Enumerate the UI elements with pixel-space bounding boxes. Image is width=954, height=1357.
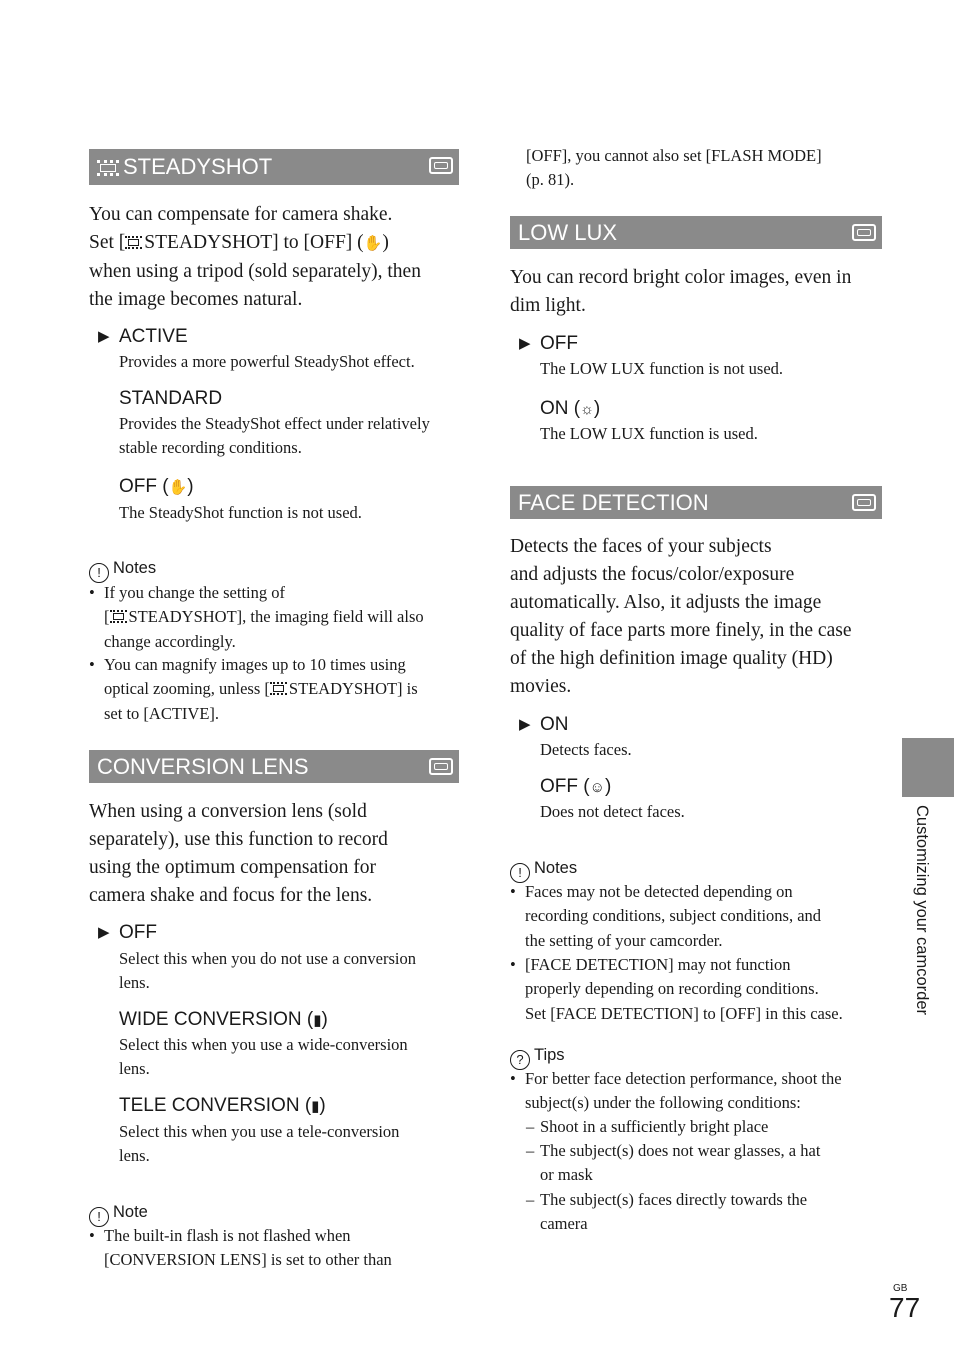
page-number: 77 bbox=[889, 1292, 921, 1323]
notes-icon: ! bbox=[89, 1207, 109, 1227]
option-off: ▶ OFF bbox=[519, 333, 578, 354]
conversion-intro: When using a conversion lens (sold separately), use this function to record using the optimum compensation for camera shake and focus for the lens. bbox=[89, 801, 388, 906]
note-item: • Faces may not be detected depending on recording conditions, subject conditions, and the setting of your camcorder. bbox=[525, 880, 882, 953]
option-desc: Detects faces. bbox=[540, 740, 632, 759]
notes-icon: ! bbox=[89, 563, 109, 583]
default-arrow-icon: ▶ bbox=[519, 716, 531, 733]
continued-text: [OFF], you cannot also set [FLASH MODE] (p. 81). bbox=[526, 146, 822, 189]
film-icon bbox=[97, 160, 119, 176]
option-desc: The LOW LUX function is used. bbox=[540, 424, 758, 443]
option-desc: The SteadyShot function is not used. bbox=[119, 503, 362, 522]
option-desc: Select this when you use a tele-conversion lens. bbox=[119, 1122, 400, 1165]
notes-heading: ! Notes bbox=[89, 556, 156, 583]
steadyshot-heading: STEADYSHOT bbox=[89, 149, 459, 185]
default-arrow-icon: ▶ bbox=[98, 328, 110, 345]
film-icon bbox=[270, 682, 287, 695]
note-item: • If you change the setting of [ STEADYSHOT], the imaging field will also change accordingly. bbox=[104, 581, 459, 654]
option-desc: Select this when you use a wide-conversion lens. bbox=[119, 1035, 408, 1078]
low-lux-icon: ☼ bbox=[580, 401, 594, 418]
conversion-lens-heading: CONVERSION LENS bbox=[89, 750, 459, 783]
movie-mode-icon bbox=[852, 224, 876, 241]
low-lux-heading: LOW LUX bbox=[510, 216, 882, 249]
steadyshot-off-icon: ✋ bbox=[168, 479, 188, 496]
option-wide-conversion: WIDE CONVERSION (▮) bbox=[119, 1009, 328, 1030]
default-arrow-icon: ▶ bbox=[519, 335, 531, 352]
option-standard: STANDARD bbox=[119, 388, 223, 409]
tip-subitem: – Shoot in a sufficiently bright place bbox=[540, 1115, 882, 1139]
note-item: • The built-in flash is not flashed when [CONVERSION LENS] is set to other than bbox=[104, 1224, 459, 1273]
option-on: ▶ ON bbox=[519, 714, 569, 735]
note-heading: ! Note bbox=[89, 1200, 148, 1227]
chapter-tab bbox=[902, 738, 954, 797]
page-region: GB bbox=[893, 1283, 908, 1294]
movie-mode-icon bbox=[429, 157, 453, 174]
option-active: ▶ ACTIVE bbox=[98, 326, 188, 347]
note-item: • You can magnify images up to 10 times using optical zooming, unless [ STEADYSHOT] is set to [ACTIVE]. bbox=[104, 653, 459, 726]
option-desc: Provides the SteadyShot effect under relatively stable recording conditions. bbox=[119, 414, 430, 457]
movie-mode-icon bbox=[852, 494, 876, 511]
tip-item: • For better face detection performance, shoot the subject(s) under the following conditions: bbox=[525, 1067, 882, 1116]
tip-subitem: – The subject(s) faces directly towards the camera bbox=[540, 1188, 882, 1237]
film-icon bbox=[110, 610, 127, 623]
note-item: • [FACE DETECTION] may not function properly depending on recording conditions. Set [FACE DETECTION] to [OFF] in this case. bbox=[525, 953, 882, 1026]
movie-mode-icon bbox=[429, 758, 453, 775]
steadyshot-off-icon: ✋ bbox=[363, 236, 383, 252]
face-detection-off-icon: ☺ bbox=[589, 779, 605, 796]
film-icon bbox=[125, 236, 142, 249]
option-off: ▶ OFF bbox=[98, 922, 157, 943]
tips-icon: ? bbox=[510, 1050, 530, 1070]
notes-heading: ! Notes bbox=[510, 856, 577, 883]
option-on: ON (☼) bbox=[540, 398, 601, 419]
default-arrow-icon: ▶ bbox=[98, 924, 110, 941]
face-detection-heading: FACE DETECTION bbox=[510, 486, 882, 519]
option-desc: The LOW LUX function is not used. bbox=[540, 359, 784, 378]
option-tele-conversion: TELE CONVERSION (▮) bbox=[119, 1095, 326, 1116]
option-desc: Select this when you do not use a conversion lens. bbox=[119, 949, 416, 992]
option-off: OFF (✋) bbox=[119, 476, 194, 497]
steadyshot-intro: You can compensate for camera shake. Set [ STEADYSHOT] to [OFF] (✋) when using a tripod (sold separately), then the image becomes natural. bbox=[89, 204, 421, 310]
face-detection-intro: Detects the faces of your subjects and adjusts the focus/color/exposure automatically. Also, it adjusts the image quality of face parts more finely, in the case of the high definition image quality (HD) movies. bbox=[510, 536, 852, 697]
tip-subitem: – The subject(s) does not wear glasses, a hat or mask bbox=[540, 1139, 882, 1188]
low-lux-intro: You can record bright color images, even in dim light. bbox=[510, 267, 852, 316]
option-off: OFF (☺) bbox=[540, 776, 612, 797]
notes-icon: ! bbox=[510, 863, 530, 883]
wide-conversion-icon: ▮ bbox=[313, 1012, 322, 1029]
tips-heading: ? Tips bbox=[510, 1043, 565, 1070]
chapter-label: Customizing your camcorder bbox=[913, 805, 931, 1015]
tele-conversion-icon: ▮ bbox=[311, 1098, 320, 1115]
option-desc: Provides a more powerful SteadyShot effect. bbox=[119, 352, 415, 371]
option-desc: Does not detect faces. bbox=[540, 802, 685, 821]
